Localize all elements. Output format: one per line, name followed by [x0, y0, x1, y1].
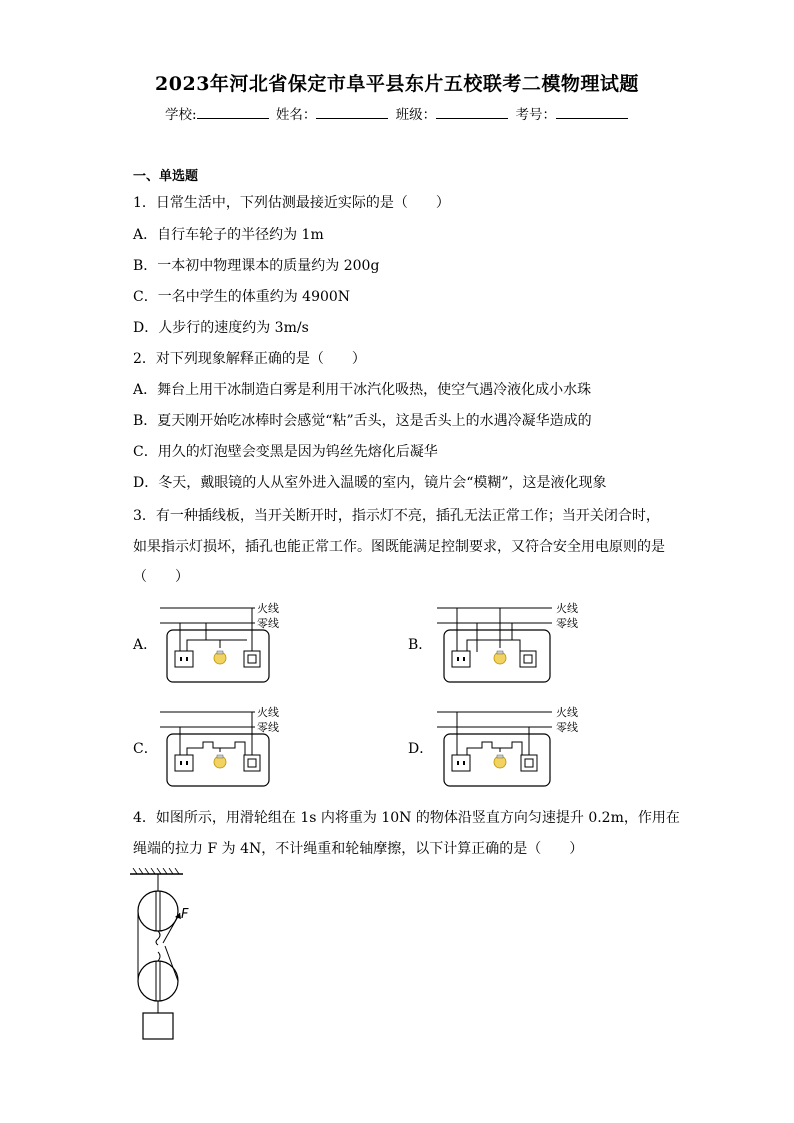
q1-option-b: B．一本初中物理课本的质量约为 200g [133, 258, 380, 274]
q1-option-d: D．人步行的速度约为 3m/s [133, 320, 309, 336]
name-label: 姓名： [275, 107, 317, 123]
school-blank[interactable] [197, 105, 269, 119]
q1-option-a: A．自行车轮子的半径约为 1m [133, 227, 324, 243]
circuit-diagram-a [155, 596, 305, 688]
q3-stem-line3: （ ） [133, 569, 189, 585]
class-blank[interactable] [436, 105, 508, 119]
q1-option-c: C．一名中学生的体重约为 4900N [133, 289, 351, 305]
q3-stem-line1: 3．有一种插线板，当开关断开时，指示灯不亮，插孔无法正常工作；当开关闭合时， [133, 508, 660, 524]
neutral-wire-label: 零线 [556, 617, 578, 630]
id-label: 考号： [515, 107, 556, 123]
section-heading: 一、单选题 [133, 169, 199, 184]
q2-option-b: B．夏天刚开始吃冰棒时会感觉“粘”舌头，这是舌头上的水遇冷凝华造成的 [133, 413, 592, 429]
name-blank[interactable] [316, 105, 388, 119]
circuit-diagram-b [432, 596, 582, 688]
q2-option-d: D．冬天，戴眼镜的人从室外进入温暖的室内，镜片会“模糊”，这是液化现象 [133, 475, 607, 491]
q2-stem: 2．对下列现象解释正确的是（ ） [133, 351, 366, 367]
circuit-diagram-d [432, 700, 582, 792]
neutral-wire-label: 零线 [556, 721, 578, 734]
q2-option-c: C．用久的灯泡壁会变黑是因为钨丝先熔化后凝华 [133, 444, 438, 460]
circuit-diagram-c [155, 700, 305, 792]
live-wire-label: 火线 [257, 706, 279, 719]
class-label: 班级： [395, 107, 437, 123]
q3-label-b: B． [408, 637, 433, 653]
id-blank[interactable] [556, 105, 628, 119]
q4-stem-line2: 绳端的拉力 F 为 4N，不计绳重和轮轴摩擦，以下计算正确的是（ ） [133, 841, 584, 857]
q3-label-a: A． [133, 637, 158, 653]
q2-option-a: A．舞台上用干冰制造白雾是利用干冰汽化吸热，使空气遇冷液化成小水珠 [133, 382, 592, 398]
pulley-diagram [125, 868, 205, 1043]
q3-stem-line2: 如果指示灯损坏，插孔也能正常工作。图既能满足控制要求，又符合安全用电原则的是 [133, 539, 665, 555]
page-title: 2023年河北省保定市阜平县东片五校联考二模物理试题 [155, 73, 639, 95]
neutral-wire-label: 零线 [257, 617, 279, 630]
neutral-wire-label: 零线 [257, 721, 279, 734]
q3-label-d: D． [408, 741, 434, 757]
live-wire-label: 火线 [556, 602, 578, 615]
live-wire-label: 火线 [556, 706, 578, 719]
student-info-line [165, 103, 631, 123]
q1-stem: 1．日常生活中，下列估测最接近实际的是（ ） [133, 195, 450, 211]
q4-stem-line1: 4．如图所示，用滑轮组在 1s 内将重为 10N 的物体沿竖直方向匀速提升 0.2m，作用在 [133, 810, 680, 826]
live-wire-label: 火线 [257, 602, 279, 615]
school-label: 学校: [165, 107, 197, 123]
q3-label-c: C． [133, 741, 158, 757]
force-label: F [181, 907, 189, 922]
